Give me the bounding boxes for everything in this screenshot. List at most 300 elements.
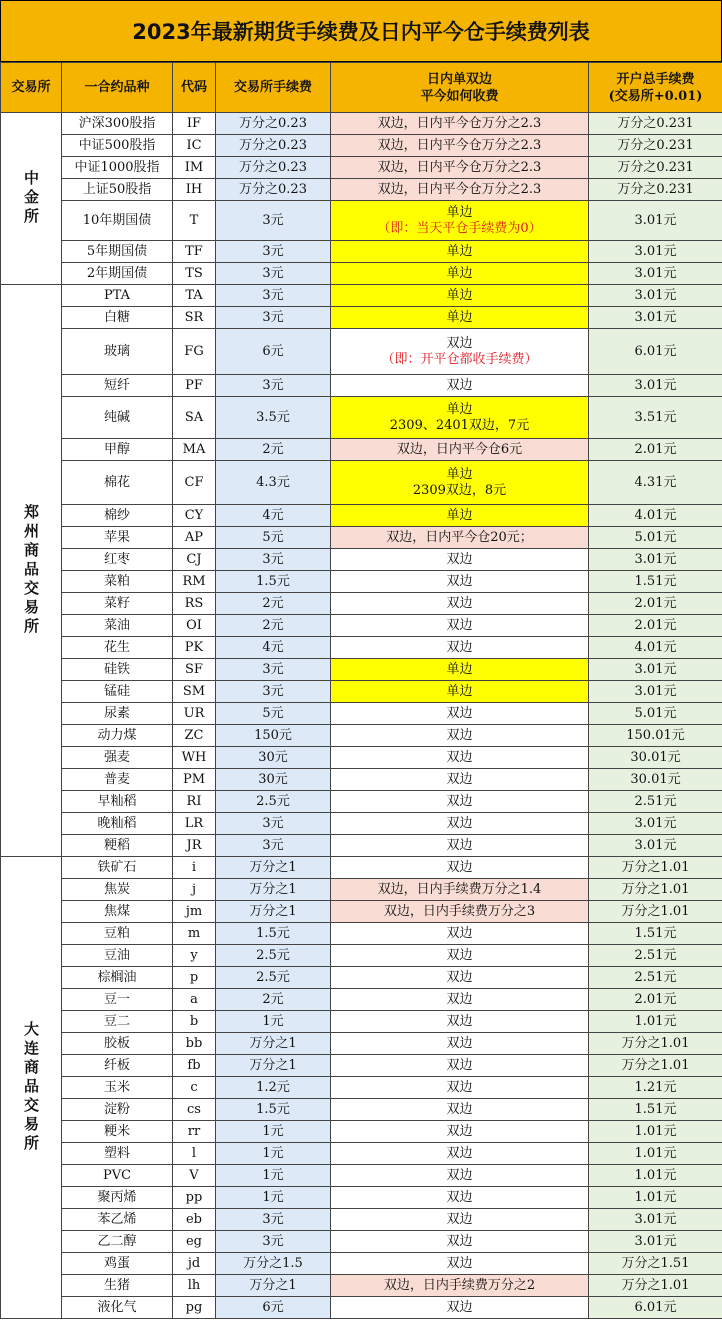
total-fee-cell: 万分之1.01 xyxy=(589,901,722,923)
code-cell: LR xyxy=(173,813,216,835)
exchange-fee-cell: 万分之1.5 xyxy=(216,1253,331,1275)
intraday-rule-cell xyxy=(331,329,589,375)
total-fee-cell: 万分之0.231 xyxy=(589,135,722,157)
code-cell: m xyxy=(173,923,216,945)
total-fee-cell: 3.01元 xyxy=(589,375,722,397)
product-cell: 液化气 xyxy=(62,1297,173,1319)
code-cell: V xyxy=(173,1165,216,1187)
product-cell: 菜粕 xyxy=(62,571,173,593)
product-cell: 胶板 xyxy=(62,1033,173,1055)
page-title: 2023年最新期货手续费及日内平今仓手续费列表 xyxy=(0,0,722,62)
rule-text: 双边 xyxy=(446,1035,473,1051)
intraday-rule-cell xyxy=(331,813,589,835)
rule-text: 单边 xyxy=(446,466,473,482)
exchange-fee-cell: 万分之1 xyxy=(216,1033,331,1055)
product-cell: 菜油 xyxy=(62,615,173,637)
table-row xyxy=(1,901,722,923)
rule-text: 双边 xyxy=(446,991,473,1007)
product-cell: 晚籼稻 xyxy=(62,813,173,835)
product-cell: 粳稻 xyxy=(62,835,173,857)
rule-text: 双边 xyxy=(446,1013,473,1029)
total-fee-cell: 3.01元 xyxy=(589,241,722,263)
product-cell: 豆油 xyxy=(62,945,173,967)
intraday-rule-cell xyxy=(331,1077,589,1099)
exchange-fee-cell: 4元 xyxy=(216,637,331,659)
product-cell: 铁矿石 xyxy=(62,857,173,879)
total-fee-cell: 3.01元 xyxy=(589,307,722,329)
total-fee-cell: 2.01元 xyxy=(589,439,722,461)
exchange-fee-cell: 万分之0.23 xyxy=(216,113,331,135)
product-cell: 短纤 xyxy=(62,375,173,397)
code-cell: RS xyxy=(173,593,216,615)
code-cell: l xyxy=(173,1143,216,1165)
table-row xyxy=(1,113,722,135)
total-fee-cell: 3.01元 xyxy=(589,835,722,857)
code-cell: TS xyxy=(173,263,216,285)
code-cell: PM xyxy=(173,769,216,791)
code-cell: lh xyxy=(173,1275,216,1297)
table-row xyxy=(1,439,722,461)
exchange-fee-cell: 6元 xyxy=(216,329,331,375)
product-cell: 棉花 xyxy=(62,461,173,505)
code-cell: SF xyxy=(173,659,216,681)
code-cell: SM xyxy=(173,681,216,703)
product-cell: 纯碱 xyxy=(62,397,173,439)
total-fee-cell: 3.01元 xyxy=(589,201,722,241)
intraday-rule-cell xyxy=(331,703,589,725)
intraday-rule-cell xyxy=(331,241,589,263)
table-row xyxy=(1,1253,722,1275)
rule-text: 双边 xyxy=(446,1255,473,1271)
exchange-fee-cell: 150元 xyxy=(216,725,331,747)
rule-text: 双边，日内平今仓万分之2.3 xyxy=(377,159,542,175)
intraday-rule-cell xyxy=(331,637,589,659)
total-fee-cell: 30.01元 xyxy=(589,769,722,791)
table-row xyxy=(1,615,722,637)
total-fee-cell: 2.01元 xyxy=(589,593,722,615)
product-cell: 中证1000股指 xyxy=(62,157,173,179)
table-row xyxy=(1,397,722,439)
intraday-rule-cell xyxy=(331,725,589,747)
total-fee-cell: 万分之1.01 xyxy=(589,1033,722,1055)
rule-line2: 2309双边，8元 xyxy=(412,482,507,498)
rule-text: 双边 xyxy=(446,595,473,611)
exchange-fee-cell: 3元 xyxy=(216,307,331,329)
table-row xyxy=(1,1165,722,1187)
table-row xyxy=(1,703,722,725)
rule-text: 双边 xyxy=(446,377,473,393)
exchange-name-cell xyxy=(1,857,62,1319)
code-cell: ZC xyxy=(173,725,216,747)
product-cell: 白糖 xyxy=(62,307,173,329)
intraday-rule-cell xyxy=(331,1209,589,1231)
intraday-rule-cell xyxy=(331,967,589,989)
code-cell: IM xyxy=(173,157,216,179)
rule-text: 双边 xyxy=(446,837,473,853)
exchange-fee-cell: 6元 xyxy=(216,1297,331,1319)
total-fee-cell: 1.01元 xyxy=(589,1121,722,1143)
rule-text: 双边，日内平今仓6元 xyxy=(396,441,523,457)
table-row xyxy=(1,835,722,857)
intraday-rule-cell xyxy=(331,945,589,967)
rule-text: 双边 xyxy=(446,947,473,963)
product-cell: 乙二醇 xyxy=(62,1231,173,1253)
total-fee-cell: 万分之1.01 xyxy=(589,1275,722,1297)
rule-note: （即：当天平仓手续费为0） xyxy=(377,220,542,236)
code-cell: pg xyxy=(173,1297,216,1319)
rule-text: 双边 xyxy=(446,815,473,831)
table-row xyxy=(1,1099,722,1121)
table-row xyxy=(1,329,722,375)
code-cell: IC xyxy=(173,135,216,157)
header-row xyxy=(1,63,722,113)
product-cell: 豆一 xyxy=(62,989,173,1011)
product-cell: 塑料 xyxy=(62,1143,173,1165)
rule-text: 单边 xyxy=(446,265,473,281)
code-cell: b xyxy=(173,1011,216,1033)
table-row xyxy=(1,769,722,791)
rule-text: 双边 xyxy=(446,573,473,589)
product-cell: 玻璃 xyxy=(62,329,173,375)
intraday-rule-cell xyxy=(331,1187,589,1209)
intraday-rule-cell xyxy=(331,1121,589,1143)
total-fee-cell: 万分之1.01 xyxy=(589,1055,722,1077)
total-fee-cell: 150.01元 xyxy=(589,725,722,747)
exchange-fee-cell: 1元 xyxy=(216,1187,331,1209)
table-row xyxy=(1,461,722,505)
product-cell: 红枣 xyxy=(62,549,173,571)
product-cell: PVC xyxy=(62,1165,173,1187)
intraday-rule-cell xyxy=(331,835,589,857)
table-row xyxy=(1,813,722,835)
rule-text: 双边 xyxy=(446,749,473,765)
exchange-fee-cell: 万分之0.23 xyxy=(216,135,331,157)
exchange-fee-cell: 3元 xyxy=(216,681,331,703)
code-cell: WH xyxy=(173,747,216,769)
product-cell: 10年期国债 xyxy=(62,201,173,241)
product-cell: 豆粕 xyxy=(62,923,173,945)
rule-text: 双边，日内平今仓万分之2.3 xyxy=(377,181,542,197)
total-fee-cell: 万分之1.51 xyxy=(589,1253,722,1275)
product-cell: 硅铁 xyxy=(62,659,173,681)
rule-text: 双边 xyxy=(446,793,473,809)
table-row xyxy=(1,571,722,593)
exchange-fee-cell: 3元 xyxy=(216,1209,331,1231)
product-cell: 纤板 xyxy=(62,1055,173,1077)
table-row xyxy=(1,307,722,329)
exchange-fee-cell: 万分之1 xyxy=(216,857,331,879)
product-cell: 早籼稻 xyxy=(62,791,173,813)
table-row xyxy=(1,549,722,571)
total-fee-cell: 6.01元 xyxy=(589,329,722,375)
total-fee-cell: 4.31元 xyxy=(589,461,722,505)
code-cell: bb xyxy=(173,1033,216,1055)
intraday-rule-cell xyxy=(331,747,589,769)
header-total-fee xyxy=(589,63,722,113)
rule-text: 双边 xyxy=(446,1057,473,1073)
rule-text: 双边，日内手续费万分之1.4 xyxy=(377,881,542,897)
intraday-rule-cell xyxy=(331,593,589,615)
intraday-rule-cell xyxy=(331,157,589,179)
total-fee-cell: 2.51元 xyxy=(589,967,722,989)
intraday-rule-cell xyxy=(331,571,589,593)
header-exchange: 交易所 xyxy=(1,63,62,113)
rule-text: 双边 xyxy=(446,639,473,655)
intraday-rule-cell xyxy=(331,135,589,157)
rule-text: 双边，日内手续费万分之3 xyxy=(383,903,536,919)
rule-text: 双边 xyxy=(446,727,473,743)
exchange-fee-cell: 3元 xyxy=(216,285,331,307)
exchange-fee-cell: 2元 xyxy=(216,989,331,1011)
table-row xyxy=(1,1055,722,1077)
exchange-fee-cell: 3元 xyxy=(216,241,331,263)
table-row xyxy=(1,725,722,747)
product-cell: 鸡蛋 xyxy=(62,1253,173,1275)
table-row xyxy=(1,263,722,285)
code-cell: c xyxy=(173,1077,216,1099)
header-total-line1: 开户总手续费 xyxy=(616,71,695,87)
total-fee-cell: 3.01元 xyxy=(589,1209,722,1231)
total-fee-cell: 3.01元 xyxy=(589,285,722,307)
intraday-rule-cell xyxy=(331,857,589,879)
rule-text: 双边 xyxy=(446,1233,473,1249)
intraday-rule-cell xyxy=(331,505,589,527)
product-cell: 苯乙烯 xyxy=(62,1209,173,1231)
table-row xyxy=(1,375,722,397)
product-cell: 菜籽 xyxy=(62,593,173,615)
code-cell: IF xyxy=(173,113,216,135)
code-cell: PF xyxy=(173,375,216,397)
table-row xyxy=(1,1143,722,1165)
rule-text: 双边 xyxy=(446,1299,473,1315)
rule-text: 单边 xyxy=(446,401,473,417)
intraday-rule-cell xyxy=(331,285,589,307)
table-row xyxy=(1,1033,722,1055)
exchange-fee-cell: 5元 xyxy=(216,703,331,725)
table-row xyxy=(1,241,722,263)
total-fee-cell: 万分之0.231 xyxy=(589,113,722,135)
exchange-fee-cell: 3元 xyxy=(216,813,331,835)
rule-text: 单边 xyxy=(446,204,473,220)
table-row xyxy=(1,135,722,157)
product-cell: 2年期国债 xyxy=(62,263,173,285)
table-row xyxy=(1,1297,722,1319)
code-cell: RI xyxy=(173,791,216,813)
code-cell: fb xyxy=(173,1055,216,1077)
exchange-name-cell xyxy=(1,113,62,285)
product-cell: 甲醇 xyxy=(62,439,173,461)
total-fee-cell: 万分之1.01 xyxy=(589,879,722,901)
intraday-rule-cell xyxy=(331,461,589,505)
table-row xyxy=(1,1187,722,1209)
intraday-rule-cell xyxy=(331,397,589,439)
code-cell: CJ xyxy=(173,549,216,571)
intraday-rule-cell xyxy=(331,113,589,135)
total-fee-cell: 1.01元 xyxy=(589,1011,722,1033)
total-fee-cell: 3.01元 xyxy=(589,681,722,703)
exchange-fee-cell: 1.5元 xyxy=(216,1099,331,1121)
total-fee-cell: 2.51元 xyxy=(589,791,722,813)
code-cell: CF xyxy=(173,461,216,505)
product-cell: 棕榈油 xyxy=(62,967,173,989)
table-row xyxy=(1,1121,722,1143)
table-body xyxy=(1,113,722,1319)
exchange-fee-cell: 3元 xyxy=(216,835,331,857)
exchange-fee-cell: 3元 xyxy=(216,659,331,681)
exchange-fee-cell: 2.5元 xyxy=(216,945,331,967)
table-row xyxy=(1,1209,722,1231)
intraday-rule-cell xyxy=(331,307,589,329)
intraday-rule-cell xyxy=(331,989,589,1011)
total-fee-cell: 1.01元 xyxy=(589,1143,722,1165)
intraday-rule-cell xyxy=(331,1055,589,1077)
rule-note: （即：开平仓都收手续费） xyxy=(381,351,538,367)
code-cell: PK xyxy=(173,637,216,659)
intraday-rule-cell xyxy=(331,1165,589,1187)
rule-text: 单边 xyxy=(446,287,473,303)
rule-text: 双边 xyxy=(446,771,473,787)
exchange-fee-cell: 2元 xyxy=(216,439,331,461)
rule-text: 单边 xyxy=(446,243,473,259)
rule-text: 双边，日内平今仓20元； xyxy=(386,529,533,545)
table-row xyxy=(1,791,722,813)
exchange-fee-cell: 2.5元 xyxy=(216,791,331,813)
header-intraday-rule xyxy=(331,63,589,113)
exchange-fee-cell: 万分之1 xyxy=(216,1055,331,1077)
product-cell: 苹果 xyxy=(62,527,173,549)
rule-text: 双边 xyxy=(446,1145,473,1161)
rule-line2: 2309、2401双边，7元 xyxy=(389,417,530,433)
rule-text: 双边 xyxy=(446,1189,473,1205)
intraday-rule-cell xyxy=(331,549,589,571)
intraday-rule-cell xyxy=(331,681,589,703)
code-cell: TA xyxy=(173,285,216,307)
code-cell: IH xyxy=(173,179,216,201)
exchange-fee-cell: 3元 xyxy=(216,1231,331,1253)
total-fee-cell: 3.01元 xyxy=(589,813,722,835)
table-row xyxy=(1,945,722,967)
rule-text: 双边 xyxy=(446,551,473,567)
total-fee-cell: 30.01元 xyxy=(589,747,722,769)
rule-text: 双边 xyxy=(446,1211,473,1227)
code-cell: cs xyxy=(173,1099,216,1121)
intraday-rule-cell xyxy=(331,201,589,241)
table-row xyxy=(1,1275,722,1297)
code-cell: FG xyxy=(173,329,216,375)
total-fee-cell: 2.01元 xyxy=(589,989,722,1011)
code-cell: jd xyxy=(173,1253,216,1275)
total-fee-cell: 4.01元 xyxy=(589,505,722,527)
header-intraday-line2: 平今如何收费 xyxy=(420,88,499,104)
total-fee-cell: 万分之0.231 xyxy=(589,179,722,201)
product-cell: 聚丙烯 xyxy=(62,1187,173,1209)
exchange-fee-cell: 2元 xyxy=(216,615,331,637)
table-row xyxy=(1,505,722,527)
table-row xyxy=(1,157,722,179)
product-cell: 生猪 xyxy=(62,1275,173,1297)
exchange-fee-cell: 万分之1 xyxy=(216,1275,331,1297)
table-row xyxy=(1,527,722,549)
header-code: 代码 xyxy=(173,63,216,113)
header-exchange-fee: 交易所手续费 xyxy=(216,63,331,113)
table-row xyxy=(1,201,722,241)
product-cell: 动力煤 xyxy=(62,725,173,747)
product-cell: PTA xyxy=(62,285,173,307)
code-cell: j xyxy=(173,879,216,901)
code-cell: OI xyxy=(173,615,216,637)
exchange-fee-cell: 3元 xyxy=(216,549,331,571)
exchange-fee-cell: 4.3元 xyxy=(216,461,331,505)
exchange-name-cell xyxy=(1,285,62,857)
total-fee-cell: 1.21元 xyxy=(589,1077,722,1099)
product-cell: 焦炭 xyxy=(62,879,173,901)
total-fee-cell: 3.01元 xyxy=(589,659,722,681)
code-cell: jm xyxy=(173,901,216,923)
intraday-rule-cell xyxy=(331,1231,589,1253)
product-cell: 尿素 xyxy=(62,703,173,725)
exchange-fee-cell: 1元 xyxy=(216,1011,331,1033)
table-row xyxy=(1,593,722,615)
intraday-rule-cell xyxy=(331,923,589,945)
total-fee-cell: 1.01元 xyxy=(589,1165,722,1187)
product-cell: 上证50股指 xyxy=(62,179,173,201)
header-intraday-line1: 日内单双边 xyxy=(426,71,492,87)
table-row xyxy=(1,857,722,879)
exchange-fee-cell: 1.5元 xyxy=(216,571,331,593)
total-fee-cell: 1.01元 xyxy=(589,1187,722,1209)
product-cell: 粳米 xyxy=(62,1121,173,1143)
rule-text: 双边 xyxy=(446,705,473,721)
rule-text: 单边 xyxy=(446,661,473,677)
intraday-rule-cell xyxy=(331,901,589,923)
exchange-fee-cell: 3.5元 xyxy=(216,397,331,439)
header-product: 一合约品种 xyxy=(62,63,173,113)
rule-text: 双边 xyxy=(446,1123,473,1139)
exchange-fee-cell: 1元 xyxy=(216,1143,331,1165)
total-fee-cell: 万分之0.231 xyxy=(589,157,722,179)
intraday-rule-cell xyxy=(331,1253,589,1275)
rule-text: 双边 xyxy=(446,1101,473,1117)
product-cell: 锰硅 xyxy=(62,681,173,703)
code-cell: JR xyxy=(173,835,216,857)
exchange-fee-cell: 万分之0.23 xyxy=(216,179,331,201)
rule-text: 双边 xyxy=(446,1167,473,1183)
total-fee-cell: 3.01元 xyxy=(589,549,722,571)
rule-text: 双边 xyxy=(446,335,473,351)
code-cell: AP xyxy=(173,527,216,549)
intraday-rule-cell xyxy=(331,659,589,681)
table-row xyxy=(1,179,722,201)
table-row xyxy=(1,747,722,769)
code-cell: p xyxy=(173,967,216,989)
product-cell: 强麦 xyxy=(62,747,173,769)
rule-text: 双边，日内平今仓万分之2.3 xyxy=(377,115,542,131)
code-cell: CY xyxy=(173,505,216,527)
exchange-fee-cell: 万分之1 xyxy=(216,901,331,923)
code-cell: TF xyxy=(173,241,216,263)
total-fee-cell: 1.51元 xyxy=(589,923,722,945)
product-cell: 沪深300股指 xyxy=(62,113,173,135)
table-row xyxy=(1,967,722,989)
product-cell: 花生 xyxy=(62,637,173,659)
intraday-rule-cell xyxy=(331,1143,589,1165)
intraday-rule-cell xyxy=(331,1275,589,1297)
exchange-fee-cell: 2.5元 xyxy=(216,967,331,989)
intraday-rule-cell xyxy=(331,1033,589,1055)
table-row xyxy=(1,1231,722,1253)
code-cell: pp xyxy=(173,1187,216,1209)
total-fee-cell: 1.51元 xyxy=(589,1099,722,1121)
